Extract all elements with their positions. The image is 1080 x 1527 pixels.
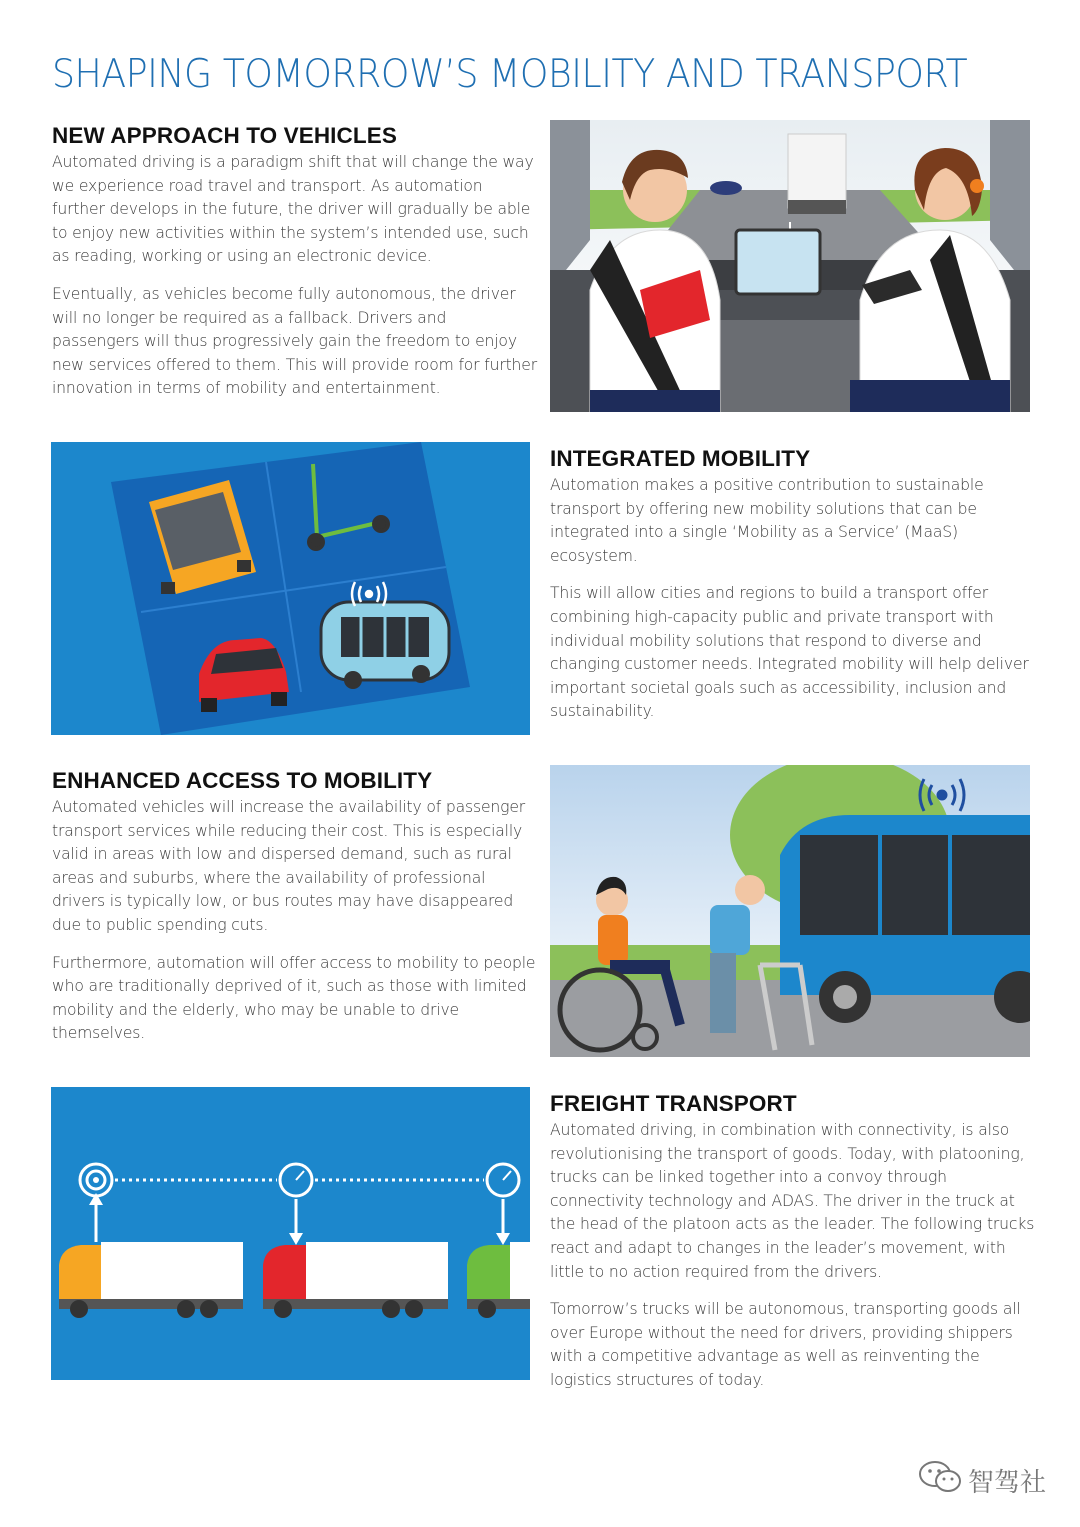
section-heading: NEW APPROACH TO VEHICLES	[52, 123, 397, 148]
page-title: SHAPING TOMORROW’S MOBILITY AND TRANSPORT	[52, 52, 968, 97]
section-paragraph: Tomorrow’s trucks will be autonomous, transporting goods all over Europe without the need for drivers, providing shippers with a competitive advantage as well as reinventing the logistics structures of today.	[550, 1300, 1021, 1389]
illustration-accessible-shuttle	[550, 765, 1030, 1057]
watermark-text: 智驾社	[967, 1468, 1046, 1498]
section-heading: INTEGRATED MOBILITY	[550, 446, 811, 471]
section-integrated-mobility	[550, 446, 1035, 738]
truck-icon	[59, 1242, 243, 1318]
watermark	[918, 1460, 1046, 1501]
section-paragraph: Automation makes a positive contribution to sustainable transport by offering new mobility solutions that can be integrated into a single ‘Mobility as a Service’ (MaaS) ecosystem.	[550, 476, 984, 565]
truck-icon	[467, 1242, 530, 1318]
section-freight-transport	[550, 1091, 1035, 1407]
section-paragraph: Eventually, as vehicles become fully autonomous, the driver will no longer be required as a fallback. Drivers and passengers will thus progressively gain the freedom to enjoy new services offered to them. This will provide room for further innovation in terms of mobility and entertainment.	[52, 284, 537, 398]
illustration-car-interior	[550, 120, 1030, 412]
illustration-maas-puzzle	[51, 442, 530, 735]
section-heading: FREIGHT TRANSPORT	[550, 1091, 797, 1116]
wechat-icon	[918, 1460, 962, 1501]
section-new-approach	[52, 123, 537, 415]
section-paragraph: Furthermore, automation will offer access to mobility to people who are traditionally deprived of it, such as those with limited mobility and the elderly, who may be unable to drive themselves.	[52, 953, 536, 1043]
section-enhanced-access	[52, 768, 537, 1060]
shuttle-icon	[321, 602, 449, 689]
illustration-truck-platoon	[51, 1087, 530, 1380]
section-paragraph: Automated driving, in combination with connectivity, is also revolutionising the transport of goods. Today, with platooning, trucks can be linked together into a convoy through connectivity technology and ADAS. The driver in the truck at the head of the platoon acts as the leader. The following trucks react and adapt to changes in the leader’s movement, with little to no action required from the drivers.	[550, 1121, 1035, 1281]
section-heading: ENHANCED ACCESS TO MOBILITY	[52, 768, 433, 793]
section-paragraph: Automated vehicles will increase the availability of passenger transport services while reducing their cost. This is especially valid in areas with low and dispersed demand, such as rural areas and suburbs, where the availability of professional drivers is typically low, or bus routes may have disappeared due to public spending cuts.	[52, 798, 526, 934]
truck-icon	[263, 1242, 448, 1318]
section-paragraph: This will allow cities and regions to build a transport offer combining high-capacity public and private transport with individual mobility solutions that respond to diverse and changing customer needs. Integrated mobility will help deliver important societal goals such as accessibility, inclusion and sustainability.	[550, 584, 1029, 721]
section-paragraph: Automated driving is a paradigm shift that will change the way we experience road travel and transport. As automation further develops in the future, the driver will gradually be able to enjoy new activities within the system’s intended use, such as reading, working or using an electronic device.	[52, 153, 534, 266]
